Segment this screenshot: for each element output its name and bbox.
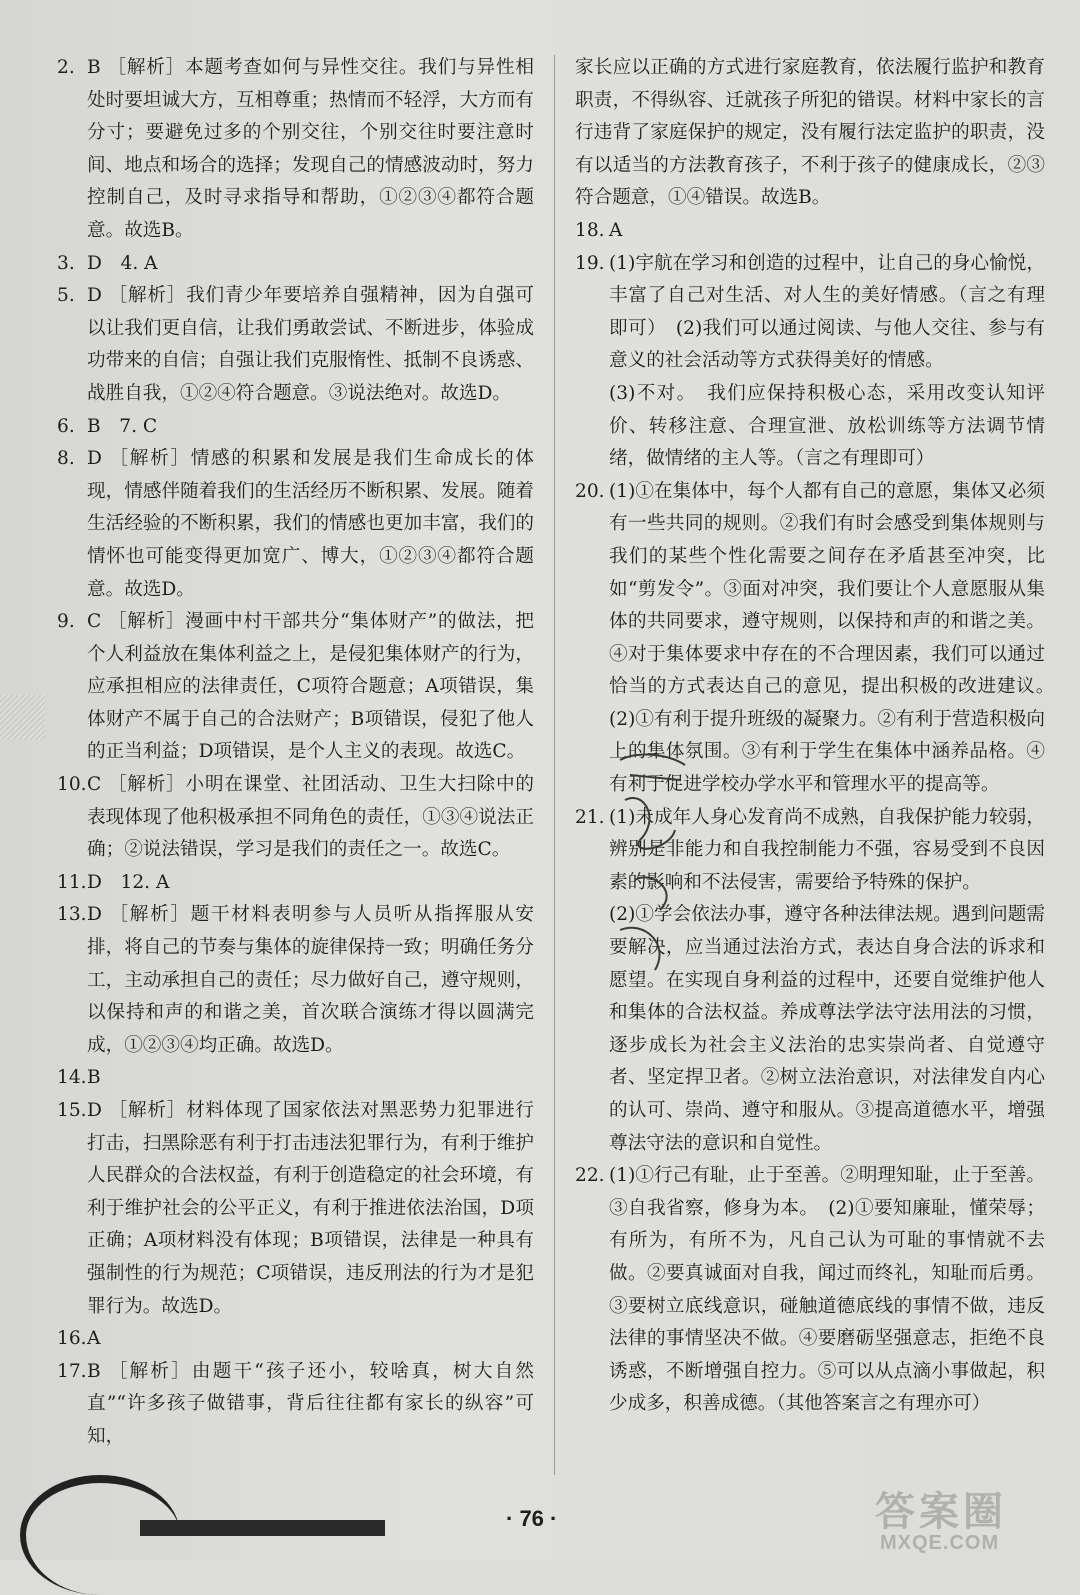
watermark-logo xyxy=(860,1480,1070,1555)
item-number xyxy=(575,899,609,1160)
item-number: 20. xyxy=(575,480,605,502)
item-text: D ［解析］情感的积累和发展是我们生命成长的体现，情感伴随着我们的生活经历不断积累、发展。随着生活经验的不断积累，我们的情感也更加丰富，我们的情怀也可能变得更加宽广、博大，①②③④都符合题意。故选D。 xyxy=(87,448,534,600)
item-number: 6. xyxy=(57,415,75,437)
answer-item xyxy=(57,1095,534,1323)
item-number: 15. xyxy=(57,1100,87,1121)
right-column xyxy=(575,52,1064,1421)
item-text: (1)①在集体中，每个人都有自己的意愿，集体又必须有一些共同的规则。②我们有时会感受到集体规则与我们的某些个性化需要之间存在矛盾甚至冲突，比如“剪发令”。③面对冲突，我们要让个人意愿服从集体的共同要求，遵守规则，以保持和声的和谐之美。④对于集体要求中存在的不合理因素，我们可以通过恰当的方式表达自己的意见，提出积极的改进建议。 (2)①有利于提升班级的凝聚力。②有利于营造积极向上的集体氛围。③有利于学生在集体中涵养品格。④有利于促进学校办学水平和管理水平的提高等。 xyxy=(609,480,1064,796)
column-divider xyxy=(554,55,555,1475)
item-number: 11. xyxy=(57,871,87,893)
item-number: 16. xyxy=(57,1328,87,1350)
item-text: B xyxy=(87,1067,101,1089)
item-text: D ［解析］题干材料表明参与人员听从指挥服从安排，将自己的节奏与集体的旋律保持一致；明确任务分工，主动承担自己的责任；尽力做好自己，遵守规则，以保持和声的和谐之美，首次联合演练才得以圆满完成，①②③④均正确。故选D。 xyxy=(87,904,534,1056)
answer-item xyxy=(57,248,534,281)
page-edge-texture xyxy=(0,695,45,740)
answer-item xyxy=(575,248,1045,378)
item-text: (3)不对。 我们应保持积极心态，采用改变认知评价、转移注意、合理宣泄、放松训练等方法调节情绪，做情绪的主人等。（言之有理即可） xyxy=(609,382,1045,470)
answer-item xyxy=(575,52,1045,215)
item-number: 18. xyxy=(575,219,605,241)
answer-item xyxy=(575,802,1045,900)
item-text: A xyxy=(87,1328,101,1350)
answer-item xyxy=(575,476,1064,802)
item-number: 19. xyxy=(575,252,605,274)
item-text: (1)宇航在学习和创造的过程中，让自己的身心愉悦，丰富了自己对生活、对人生的美好情感。（言之有理即可） (2)我们可以通过阅读、与他人交往、参与有意义的社会活动等方式获得美好的情感。 xyxy=(609,252,1045,372)
item-text: B ［解析］由题干“孩子还小，较啥真，树大自然直”“许多孩子做错事，背后往往都有家长的纵容”可知， xyxy=(87,1360,534,1447)
answer-item xyxy=(575,1160,1045,1421)
item-text: C ［解析］漫画中村干部共分“集体财产”的做法，把个人利益放在集体利益之上，是侵犯集体财产的行为，应承担相应的法律责任，C项符合题意；A项错误，集体财产不属于自己的合法财产；B项错误，侵犯了他人的正当利益；D项错误，是个人主义的表现。故选C。 xyxy=(87,611,534,763)
item-text: D ［解析］我们青少年要培养自强精神，因为自强可以让我们更自信，让我们勇敢尝试、不断进步，体验成功带来的自信；自强让我们克服惰性、抵制不良诱惑、战胜自我，①②④符合题意。③说法绝对。故选D。 xyxy=(87,285,534,404)
item-number: 17. xyxy=(57,1360,87,1382)
answer-item xyxy=(57,411,534,444)
answer-item xyxy=(575,899,1045,1160)
item-number: 10. xyxy=(57,774,87,796)
page-number: · 76 · xyxy=(506,1506,558,1531)
answer-item xyxy=(575,215,1045,248)
item-text: (2)①学会依法办事，遵守各种法律法规。遇到问题需要解决，应当通过法治方式，表达自身合法的诉求和愿望。在实现自身利益的过程中，还要自觉维护他人和集体的合法权益。养成尊法学法守法用法的习惯，逐步成长为社会主义法治的忠实崇尚者、自觉遵守者、坚定捍卫者。②树立法治意识，对法律发自内心的认可、崇尚、遵守和服从。③提高道德水平，增强尊法守法的意识和自觉性。 xyxy=(609,904,1045,1154)
item-text: D ［解析］材料体现了国家依法对黑恶势力犯罪进行打击，扫黑除恶有利于打击违法犯罪行为，有利于维护人民群众的合法权益，有利于创造稳定的社会环境，有利于维护社会的公平正义，有利于推进依法治国，D项正确；A项材料没有体现；B项错误，法律是一种具有强制性的行为规范；C项错误，违反刑法的行为才是犯罪行为。故选D。 xyxy=(87,1100,534,1317)
item-number xyxy=(575,378,609,476)
item-text: (1)未成年人身心发育尚不成熟，自我保护能力较弱，辨别是非能力和自我控制能力不强，容易受到不良因素的影响和不法侵害，需要给予特殊的保护。 xyxy=(609,806,1045,893)
answer-item xyxy=(57,443,534,606)
item-number: 8. xyxy=(57,448,75,470)
item-number: 3. xyxy=(57,252,75,274)
answer-item xyxy=(57,52,534,248)
answer-item xyxy=(57,1356,534,1454)
item-number: 5. xyxy=(57,285,75,307)
item-text: (1)①行己有耻，止于至善。②明理知耻，止于至善。③自我省察，修身为本。 (2)①要知廉耻，懂荣辱；有所为，有所不为，凡自己认为可耻的事情就不去做。②要真诚面对自我，闻过而终礼，知耻而后勇。③要树立底线意识，碰触道德底线的事情不做，违反法律的事情坚决不做。④要磨砺坚强意志，拒绝不良诱惑，不断增强自控力。⑤可以从点滴小事做起，积少成多，积善成德。（其他答案言之有理亦可） xyxy=(609,1165,1045,1415)
item-text: D 4. A xyxy=(87,252,158,274)
answer-item xyxy=(57,280,534,410)
item-number: 21. xyxy=(575,806,605,828)
watermark-url: MXQE.COM xyxy=(880,1532,1000,1554)
item-number: 13. xyxy=(57,904,87,926)
footer-bar xyxy=(140,1520,385,1536)
answer-item xyxy=(57,769,534,867)
item-number: 9. xyxy=(57,611,75,633)
left-column xyxy=(57,52,534,1454)
item-number: 14. xyxy=(57,1067,87,1089)
answer-item xyxy=(57,1062,534,1095)
item-text: B ［解析］本题考查如何与异性交往。我们与异性相处时要坦诚大方，互相尊重；热情而不轻浮，大方而有分寸；要避免过多的个别交往，个别交往时要注意时间、地点和场合的选择；发现自己的情感波动时，努力控制自己，及时寻求指导和帮助，①②③④都符合题意。故选B。 xyxy=(87,57,534,241)
answer-item xyxy=(575,378,1045,476)
item-number: 2. xyxy=(57,57,75,78)
watermark-text: 答案圈 xyxy=(875,1490,1007,1534)
answer-item xyxy=(57,899,534,1062)
item-text: A xyxy=(609,219,623,241)
item-text: C ［解析］小明在课堂、社团活动、卫生大扫除中的表现体现了他积极承担不同角色的责任，①③④说法正确；②说法错误，学习是我们的责任之一。故选C。 xyxy=(87,774,534,861)
answer-item xyxy=(57,867,534,900)
item-text: B 7. C xyxy=(87,415,158,437)
item-text: 家长应以正确的方式进行家庭教育，依法履行监护和教育职责，不得纵容、迁就孩子所犯的错误。材料中家长的言行违背了家庭保护的规定，没有履行法定监护的职责，没有以适当的方法教育孩子，不利于孩子的健康成长，②③符合题意，①④错误。故选B。 xyxy=(575,57,1045,209)
answer-item xyxy=(57,606,534,769)
answer-item xyxy=(57,1323,534,1356)
item-number: 22. xyxy=(575,1165,605,1187)
item-text: D 12. A xyxy=(87,871,170,893)
